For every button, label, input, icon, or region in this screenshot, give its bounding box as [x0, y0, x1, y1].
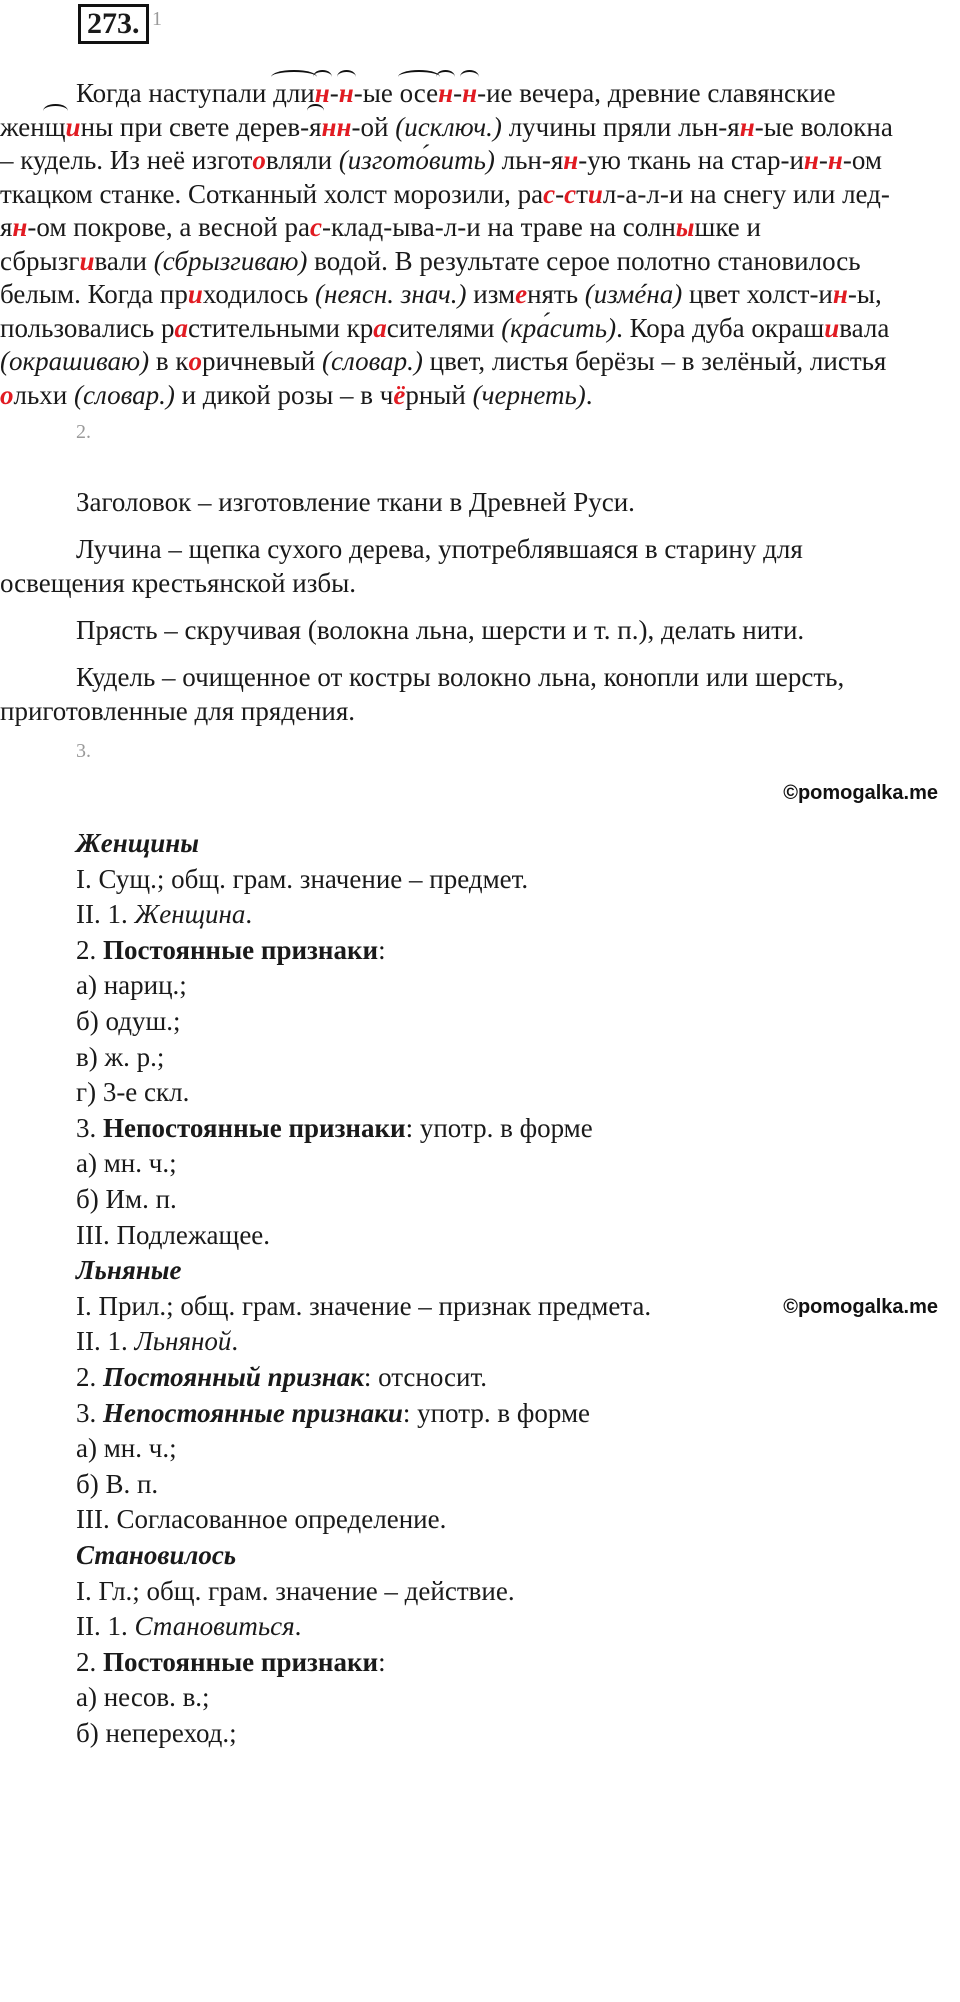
line-suffix: .: [231, 1326, 239, 1356]
text-fragment: лучины пряли льн-я: [501, 111, 740, 142]
text-fragment: вала: [839, 312, 890, 343]
orthogram-letter: н: [827, 145, 843, 175]
orthogram-letter: н: [12, 212, 28, 242]
text-line: [0, 278, 960, 312]
text-fragment: дли: [273, 77, 315, 111]
orthogram-letter: н: [462, 77, 477, 111]
analysis-word-heading: [76, 828, 199, 859]
text-fragment: и дикой розы – в ч: [174, 379, 394, 410]
feature-group-label: Постоянный признак: [103, 1362, 364, 1392]
definition-luchina: [0, 533, 960, 600]
text-line: [0, 345, 960, 379]
note-text: (исключ.): [395, 111, 502, 142]
definition-pryast: [0, 614, 960, 648]
watermark-middle: ©pomogalka.me: [783, 1296, 938, 1318]
analysis-line: [76, 1184, 177, 1215]
analysis-line: [76, 970, 187, 1001]
orthogram-letter: ы: [675, 212, 695, 242]
text-fragment: -ие вечера, древние славянские: [477, 78, 836, 108]
line-suffix: :: [378, 935, 386, 965]
orthogram-letter: о: [0, 379, 14, 410]
exercise-number: 273.: [78, 4, 149, 44]
text-fragment: водой. В результате серое полотно становилось: [307, 245, 861, 276]
analysis-text: I. Гл.; общ. грам. значение – действие.: [76, 1576, 515, 1606]
text-fragment: в к: [149, 346, 189, 376]
line-prefix: II. 1.: [76, 1326, 135, 1356]
text-fragment: -ом: [842, 145, 882, 175]
analysis-line: [76, 1042, 164, 1073]
text-fragment: -ые: [353, 78, 400, 108]
text-line: [0, 77, 960, 111]
analysis-text: в) ж. р.;: [76, 1042, 165, 1072]
analysis-feature-group: [76, 1362, 487, 1393]
section-marker-1: 1: [152, 8, 162, 30]
line-prefix: 2.: [76, 1362, 103, 1392]
text-fragment: вляли: [265, 145, 339, 175]
feature-group-label: Постоянные признаки: [103, 935, 379, 965]
feature-group-label: Непостоянные признаки: [103, 1113, 406, 1143]
note-text: (кра́сить): [501, 312, 617, 343]
analysis-text: б) одуш.;: [76, 1006, 181, 1036]
analysis-line: [76, 864, 528, 895]
text-fragment: шке и: [694, 212, 761, 242]
analysis-text: I. Сущ.; общ. грам. значение – предмет.: [76, 864, 529, 894]
text-fragment: -: [555, 178, 565, 209]
line-prefix: 2.: [76, 935, 103, 965]
analysis-text: а) мн. ч.;: [76, 1148, 177, 1178]
text-fragment: т: [576, 178, 588, 209]
text-line: [0, 178, 960, 212]
line-prefix: II. 1.: [76, 899, 135, 929]
orthogram-letter: е: [515, 279, 528, 309]
text-fragment: рный: [405, 379, 473, 410]
analysis-word-heading: [76, 1255, 181, 1286]
line-prefix: II. 1.: [76, 1611, 135, 1641]
initial-form: Льняной: [134, 1326, 232, 1356]
orthogram-letter: н: [739, 111, 755, 142]
text-fragment: Когда наступали: [76, 78, 274, 108]
text-fragment: -ы,: [847, 279, 882, 309]
analysis-line: [76, 1220, 270, 1251]
analysis-text: г) 3-е скл.: [76, 1077, 190, 1107]
line-suffix: : употр. в форме: [405, 1113, 593, 1143]
feature-group-label: Постоянные признаки: [103, 1647, 379, 1677]
orthogram-letter: а: [373, 312, 387, 343]
analysis-feature-group: [76, 935, 386, 966]
text-line: [0, 312, 960, 346]
line-suffix: : употр. в форме: [402, 1398, 591, 1428]
orthogram-letter: и: [824, 312, 840, 343]
analysis-initial-form: [76, 1326, 238, 1357]
orthogram-letter: н: [563, 145, 579, 175]
text-fragment: я: [0, 212, 13, 242]
text-fragment: .: [585, 379, 593, 410]
text-fragment: -ом покрове, а весной ра: [27, 212, 310, 242]
definition-kudel-line2: приготовленные для прядения.: [0, 695, 356, 726]
note-text: (измéна): [584, 279, 683, 309]
analysis-line: [76, 1504, 446, 1535]
orthogram-letter: н: [803, 145, 819, 175]
analysis-line: [76, 1148, 177, 1179]
note-text: (изгото́вить): [338, 145, 495, 175]
definitions: [0, 486, 960, 520]
text-fragment: -ые волокна: [754, 111, 893, 142]
text-fragment: ны при свете дерев-: [80, 111, 310, 142]
text-line: [0, 245, 960, 279]
word-heading: Женщины: [76, 828, 199, 858]
line-prefix: 2.: [76, 1647, 103, 1677]
analysis-feature-group: [76, 1398, 590, 1429]
orthogram-letter: с: [309, 212, 322, 242]
text-fragment: сбрызг: [0, 245, 80, 276]
feature-group-label: Непостоянные признаки: [103, 1398, 403, 1428]
note-text: (словар.): [74, 379, 175, 410]
orthogram-letter: с: [564, 178, 577, 209]
text-fragment: л-а-л-и на снегу или лед-: [602, 178, 890, 209]
analysis-line: [76, 1576, 515, 1607]
orthogram-letter: нн: [321, 111, 352, 142]
text-fragment: -клад-ыва-л-и на траве на солн: [321, 212, 676, 242]
text-fragment: ричневый: [201, 346, 323, 376]
note-text: (окрашиваю): [0, 346, 150, 376]
text-fragment: -: [329, 78, 339, 108]
line-suffix: .: [294, 1611, 302, 1641]
text-fragment: – кудель. Из неё изгот: [0, 145, 253, 175]
text-fragment: я: [309, 111, 321, 145]
text-fragment: изм: [466, 279, 516, 309]
line-prefix: 3.: [76, 1113, 103, 1143]
text-fragment: пользовались р: [0, 312, 175, 343]
line-suffix: :: [378, 1647, 386, 1677]
text-fragment: жен: [0, 111, 45, 142]
initial-form: Становиться: [134, 1611, 295, 1641]
orthogram-letter: н: [315, 77, 330, 111]
analysis-text: а) нариц.;: [76, 970, 187, 1000]
analysis-line: [76, 1433, 177, 1464]
text-fragment: белым. Когда пр: [0, 279, 188, 309]
orthogram-letter: н: [832, 279, 848, 309]
analysis-line: [76, 1469, 158, 1500]
text-fragment: цвет, листья берёзы – в зелёный, листья: [422, 346, 887, 376]
text-fragment: ходилось: [202, 279, 315, 309]
orthogram-letter: ё: [393, 379, 406, 410]
orthogram-letter: и: [79, 245, 95, 276]
initial-form: Женщина: [134, 899, 246, 929]
analysis-text: б) Им. п.: [76, 1184, 177, 1214]
note-text: (неясн. знач.): [315, 279, 467, 309]
definition-luchina-line2: освещения крестьянской избы.: [0, 567, 356, 598]
analysis-line: [76, 1077, 189, 1108]
text-fragment: нять: [527, 279, 585, 309]
orthogram-letter: с: [543, 178, 556, 209]
orthogram-letter: о: [252, 145, 266, 175]
text-fragment: -: [453, 78, 463, 108]
text-fragment: -ую ткань на стар-и: [578, 145, 804, 175]
analysis-feature-group: [76, 1647, 386, 1678]
word-heading: Становилось: [76, 1540, 237, 1570]
line-prefix: 3.: [76, 1398, 103, 1428]
orthogram-letter: и: [65, 111, 81, 142]
text-title-line: Заголовок – изготовление ткани в Древней Руси.: [76, 487, 635, 517]
section-marker-2: 2.: [76, 421, 91, 443]
text-fragment: сителями: [386, 312, 502, 343]
analysis-word-heading: [76, 1540, 236, 1571]
text-fragment: ткацком станке. Сотканный холст морозили, ра: [0, 178, 544, 209]
text-line: [0, 111, 960, 145]
orthogram-letter: а: [174, 312, 188, 343]
orthogram-letter: и: [587, 178, 603, 209]
analysis-text: III. Согласованное определение.: [76, 1504, 447, 1534]
text-line: [0, 144, 960, 178]
definition-kudel: [0, 661, 960, 728]
orthogram-letter: н: [339, 77, 354, 111]
text-fragment: -ой: [351, 111, 396, 142]
analysis-text: б) непереход.;: [76, 1718, 237, 1748]
text-fragment: осе: [400, 77, 438, 111]
analysis-line: [76, 1006, 180, 1037]
text-fragment: льхи: [13, 379, 74, 410]
exercise-text: [0, 77, 960, 412]
analysis-initial-form: [76, 899, 252, 930]
orthogram-letter: н: [438, 77, 453, 111]
analysis-text: а) мн. ч.;: [76, 1433, 177, 1463]
analysis-line: [76, 1718, 237, 1749]
text-line: [0, 211, 960, 245]
line-suffix: : отсносит.: [363, 1362, 487, 1392]
text-fragment: льн-я: [494, 145, 564, 175]
definition-luchina-line1: Лучина – щепка сухого дерева, употреблявшаяся в старину для: [76, 534, 803, 564]
definition-pryast-line: Прясть – скручивая (волокна льна, шерсти и т. п.), делать нити.: [76, 615, 805, 645]
definition-kudel-line1: Кудель – очищенное от костры волокно льна, конопли или шерсть,: [76, 662, 845, 692]
text-fragment: -: [818, 145, 828, 175]
analysis-line: [76, 1291, 651, 1322]
analysis-text: а) несов. в.;: [76, 1682, 210, 1712]
text-fragment: стительными кр: [187, 312, 374, 343]
analysis-text: б) В. п.: [76, 1469, 159, 1499]
analysis-feature-group: [76, 1113, 593, 1144]
analysis-line: [76, 1682, 210, 1713]
note-text: (чернеть): [472, 379, 586, 410]
watermark-top: ©pomogalka.me: [783, 782, 938, 804]
orthogram-letter: и: [187, 279, 203, 309]
text-fragment: вали: [94, 245, 154, 276]
text-line: [0, 379, 960, 413]
orthogram-letter: о: [188, 346, 202, 376]
note-text: (сбрызгиваю): [153, 245, 308, 276]
analysis-text: I. Прил.; общ. грам. значение – признак предмета.: [76, 1291, 652, 1321]
section-marker-3: 3.: [76, 740, 91, 762]
word-heading: Льняные: [76, 1255, 182, 1285]
line-suffix: .: [245, 899, 253, 929]
analysis-initial-form: [76, 1611, 301, 1642]
analysis-text: III. Подлежащее.: [76, 1220, 271, 1250]
text-fragment: цвет холст-и: [682, 279, 833, 309]
text-fragment: . Кора дуба окраш: [616, 312, 825, 343]
note-text: (словар.): [322, 346, 423, 376]
text-fragment: щ: [45, 111, 66, 145]
